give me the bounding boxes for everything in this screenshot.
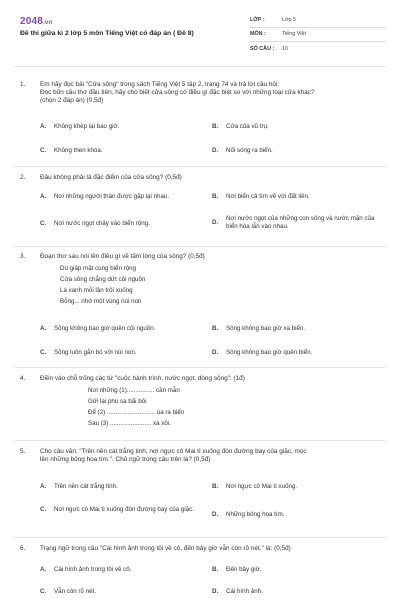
option-letter: C.: [40, 506, 47, 513]
meta-key: SỐ CÂU :: [250, 45, 275, 52]
option-letter: A.: [40, 325, 47, 332]
option-text: Cái hình ảnh.: [226, 588, 263, 595]
option-text: Sông không bao giờ xa biển.: [226, 325, 306, 332]
option-text: Vẫn còn rõ nét.: [54, 588, 96, 595]
question-number: 5.: [20, 448, 26, 455]
option-text: Cửa của vũ trụ.: [226, 123, 269, 130]
site-logo[interactable]: [20, 16, 52, 29]
option-3a[interactable]: [40, 325, 155, 333]
option-letter: B.: [212, 566, 219, 573]
option-letter: A.: [40, 193, 47, 200]
option-5c[interactable]: [40, 506, 194, 514]
option-text: Sông không bao giờ quên cội nguồn.: [54, 325, 156, 332]
question-line: Điền vào chỗ trống các từ "cuộc hành trình, nước ngọt, dòng sông": (1đ): [40, 375, 245, 382]
option-1b[interactable]: [212, 123, 269, 131]
meta-value: Tiếng Việt: [282, 31, 306, 38]
option-letter: C.: [40, 147, 47, 154]
option-letter: C.: [40, 588, 47, 595]
question-number: 1.: [20, 81, 26, 88]
option-6c[interactable]: [40, 588, 96, 596]
question-number: 2.: [20, 174, 26, 181]
option-5b[interactable]: [212, 483, 297, 491]
question-line: Đoạn thơ sau nói lên điều gì về tấm lòng của sông? (0,5đ): [40, 253, 205, 260]
option-letter: A.: [40, 123, 47, 130]
question-text: [40, 545, 384, 553]
question-line: (chọn 2 đáp án) (0,5đ): [40, 97, 104, 104]
option-text: Sông không bao giờ quên biển.: [226, 349, 313, 356]
question-number: 4.: [20, 375, 26, 382]
option-text: Nối sóng ra biển.: [226, 147, 273, 154]
meta-row-count: [250, 42, 386, 56]
option-3b[interactable]: [212, 325, 305, 333]
option-letter: D.: [212, 588, 219, 595]
meta-value: 10: [282, 45, 288, 52]
meta-row-class: [250, 14, 386, 28]
option-text: Nơi nước ngọt của những con sông và nước mặn của biển hòa lẫn vào nhau.: [226, 215, 375, 230]
blank-line: Nơi những (1)................ cần mẫn: [88, 387, 180, 394]
poem-line: Dù giáp mặt cùng biển rộng: [60, 265, 137, 272]
question-line: Đọc bốn câu thơ đầu tiên, hãy cho biết cửa sông có điều gì đặc biệt so với những loại cửa khác?: [40, 89, 315, 96]
option-text: Nơi ngực cô Mai tì xuống.: [226, 483, 298, 490]
option-text: Nơi những người thân được gặp lại nhau.: [54, 193, 170, 200]
logo-text: 2048: [20, 16, 44, 27]
option-text: Đến bây giờ.: [226, 566, 262, 573]
option-text: Nơi biển cả tìm về với đất liền.: [226, 193, 310, 200]
option-text: Không khép lại bao giờ.: [54, 123, 120, 130]
option-letter: C.: [40, 349, 47, 356]
poem-line: Bỗng... nhớ một vùng núi non: [60, 298, 142, 305]
option-6d[interactable]: [212, 588, 263, 596]
option-letter: B.: [212, 123, 219, 130]
question-divider: [14, 440, 386, 441]
question-divider: [14, 166, 386, 167]
option-letter: D.: [212, 349, 219, 356]
question-text: [40, 375, 384, 383]
meta-key: LỚP :: [250, 17, 265, 24]
question-line: Em hãy đọc bài "Cửa sông" trong sách Tiếng Việt 5 tập 2, trang 74 và trả lời câu hỏi:: [40, 81, 280, 88]
question-divider: [14, 367, 386, 368]
option-text: Trên nền cát trắng tinh.: [54, 483, 118, 490]
option-text: Nơi ngực cô Mai tì xuống đón đường bay của giặc.: [54, 506, 194, 513]
question-line: Đâu không phải là đặc điểm của cửa sông? (0,5đ): [40, 174, 182, 181]
question-number: 3.: [20, 253, 26, 260]
question-line: lên những bông hoa tím.". Chủ ngữ trong câu trên là? (0,5đ): [40, 456, 211, 463]
fill-in-blanks: [88, 387, 184, 431]
option-2a[interactable]: [40, 193, 169, 201]
option-text: Cái hình ảnh trong tôi về cô.: [54, 566, 132, 573]
meta-value: Lớp 5: [282, 17, 297, 24]
question-text: [40, 174, 384, 182]
blank-line: Gửi lại phù sa bãi bồi: [88, 398, 147, 405]
document-header: [14, 12, 386, 64]
question-text: [40, 253, 384, 261]
question-divider: [14, 246, 386, 247]
question-text: [40, 448, 384, 464]
blank-line: Để (2) ............................ ùa ra biển: [88, 409, 185, 416]
option-letter: C.: [40, 220, 47, 227]
poem-line: Cửa sông chẳng dứt cội nguồn: [60, 276, 146, 283]
meta-table: [250, 14, 386, 56]
option-3d[interactable]: [212, 349, 312, 357]
option-1a[interactable]: [40, 123, 119, 131]
header-divider: [14, 66, 386, 67]
meta-row-subject: [250, 28, 386, 42]
option-text: Những bông hoa tím.: [226, 511, 285, 518]
option-letter: D.: [212, 511, 219, 518]
question-divider: [14, 537, 386, 538]
option-letter: A.: [40, 566, 47, 573]
option-text: Nơi nước ngọt chảy vào biển rộng.: [54, 220, 150, 227]
option-letter: A.: [40, 483, 47, 490]
option-text: Không then khóa.: [54, 147, 103, 154]
option-2c[interactable]: [40, 220, 150, 228]
question-line: Trạng ngữ trong câu "Cái hình ảnh trong tôi về cô, đến bây giờ vẫn còn rõ nét." là: (0,5đ): [40, 545, 291, 552]
option-letter: B.: [212, 483, 219, 490]
question-line: Cho câu văn: "Trên nền cát trắng tinh, nơi ngực cô Mai tì xuống đón đường bay của giặc, mọc: [40, 448, 307, 455]
option-letter: D.: [212, 147, 219, 154]
page-title: Đề thi giữa kì 2 lớp 5 môn Tiếng Việt có đáp án ( Đề 8): [20, 30, 194, 37]
blank-line: Sau (3) ........................ xa xôi.: [88, 420, 171, 427]
option-letter: B.: [212, 193, 219, 200]
option-3c[interactable]: [40, 349, 137, 357]
meta-key: MÔN :: [250, 31, 266, 38]
option-6b[interactable]: [212, 566, 261, 574]
logo-suffix: .vn: [43, 20, 53, 26]
poem-excerpt: [60, 265, 145, 309]
option-letter: B.: [212, 325, 219, 332]
question-text: [40, 81, 384, 105]
poem-line: Lá xanh mỗi lần trôi xuống: [60, 287, 133, 294]
option-2b[interactable]: [212, 193, 310, 201]
question-number: 6.: [20, 545, 26, 552]
option-5a[interactable]: [40, 483, 118, 491]
option-letter: D.: [212, 218, 219, 226]
option-6a[interactable]: [40, 566, 131, 574]
option-5d[interactable]: [212, 511, 285, 519]
option-1d[interactable]: [212, 147, 273, 155]
option-text: Sông luôn gắn bó với núi non.: [54, 349, 137, 356]
option-2d[interactable]: [212, 215, 376, 231]
option-1c[interactable]: [40, 147, 103, 155]
